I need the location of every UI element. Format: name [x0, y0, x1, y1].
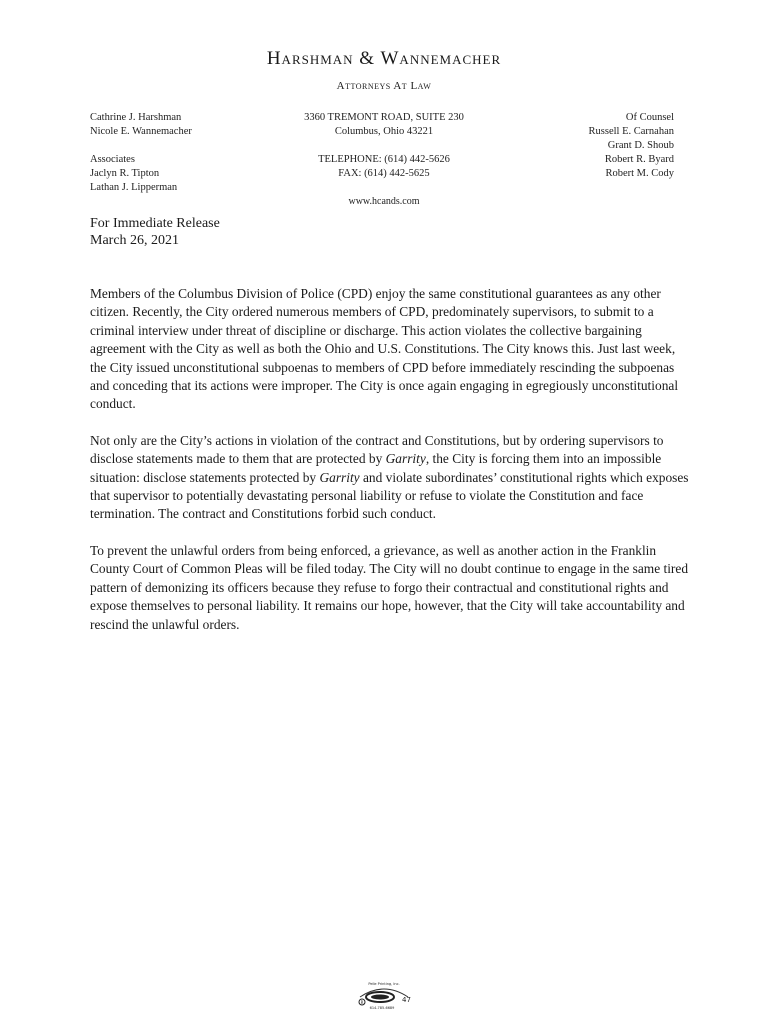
paragraph-2-text: and violate subordinates’ constitutional rights which exposes that supervisor to potentially devastating personal liability or refuse to violate the Constitution and face termination. The contract and Constitutions forbid such conduct.: [90, 469, 689, 522]
garrity-case-name: Garrity: [319, 469, 360, 485]
fax: FAX: (614) 442-5625: [338, 168, 430, 179]
svg-text:R: R: [360, 1000, 364, 1005]
counsel-name: Robert R. Byard: [604, 154, 674, 165]
paragraph-3: To prevent the unlawful orders from being enforced, a grievance, as well as another action in the Franklin County Court of Common Pleas will be filed today. The City will no doubt continue to engage in the same tired pattern of demonizing its officers because they refuse to forgo their contractual and constitutional rights and expose themselves to personal liability. It remains our hope, however, that the City will take accountability and rescind the unlawful orders.: [90, 542, 689, 632]
counsel-name: Grant D. Shoub: [607, 140, 674, 151]
garrity-case-name: Garrity: [385, 451, 426, 467]
union-bug-logo: [354, 975, 414, 1011]
counsel-name: Russell E. Carnahan: [588, 126, 674, 137]
firm-name: Harshman & Wannemacher: [266, 48, 502, 69]
paragraph-2-text: , the City is forcing them into an impossible situation: disclose statements protected by: [90, 451, 662, 485]
release-date: March 26, 2021: [90, 233, 180, 248]
telephone: TELEPHONE: (614) 442-5626: [318, 154, 450, 165]
website: www.hcands.com: [348, 196, 420, 207]
letterhead-left-column: [90, 111, 192, 195]
associate-name: Jaclyn R. Tipton: [90, 168, 160, 179]
release-body: [90, 285, 690, 652]
union-bug-number: 47: [402, 996, 411, 1004]
union-bug-bottom-text: 614-785-6689: [369, 1006, 395, 1010]
release-label: For Immediate Release: [90, 216, 220, 231]
release-header: [90, 215, 220, 249]
associate-name: Lathan J. Lipperman: [90, 182, 178, 193]
union-bug-top-text: Pelle Printing, Inc.: [368, 982, 400, 986]
paragraph-2: [90, 432, 690, 524]
partner-name: Cathrine J. Harshman: [90, 112, 182, 123]
firm-subtitle: Attorneys At Law: [336, 80, 432, 92]
letterhead-right-column: [589, 111, 674, 181]
address-line2: Columbus, Ohio 43221: [334, 126, 434, 137]
partner-name: Nicole E. Wannemacher: [90, 126, 192, 137]
of-counsel-heading: Of Counsel: [625, 112, 674, 123]
associates-heading: Associates: [90, 154, 135, 165]
paragraph-1: Members of the Columbus Division of Police (CPD) enjoy the same constitutional guarantees as any other citizen. Recently, the City ordered numerous members of CPD, predominately supervisors, to submit to a criminal interview under threat of discipline or discharge. This action violates the collective bargaining agreement with the City as well as both the Ohio and U.S. Constitutions. The City knows this. Just last week, the City issued unconstitutional subpoenas to members of CPD before immediately rescinding the subpoenas and conceding that its actions were improper. The City is once again engaging in egregiously unconstitutional conduct.: [90, 286, 679, 412]
paragraph-2-text: Not only are the City’s actions in violation of the contract and Constitutions, but by ordering supervisors to disclose statements made to them that are protected by: [90, 432, 664, 467]
address-line1: 3360 TREMONT ROAD, SUITE 230: [304, 112, 464, 123]
counsel-name: Robert M. Cody: [605, 168, 674, 179]
letterhead-contact: [284, 111, 484, 181]
